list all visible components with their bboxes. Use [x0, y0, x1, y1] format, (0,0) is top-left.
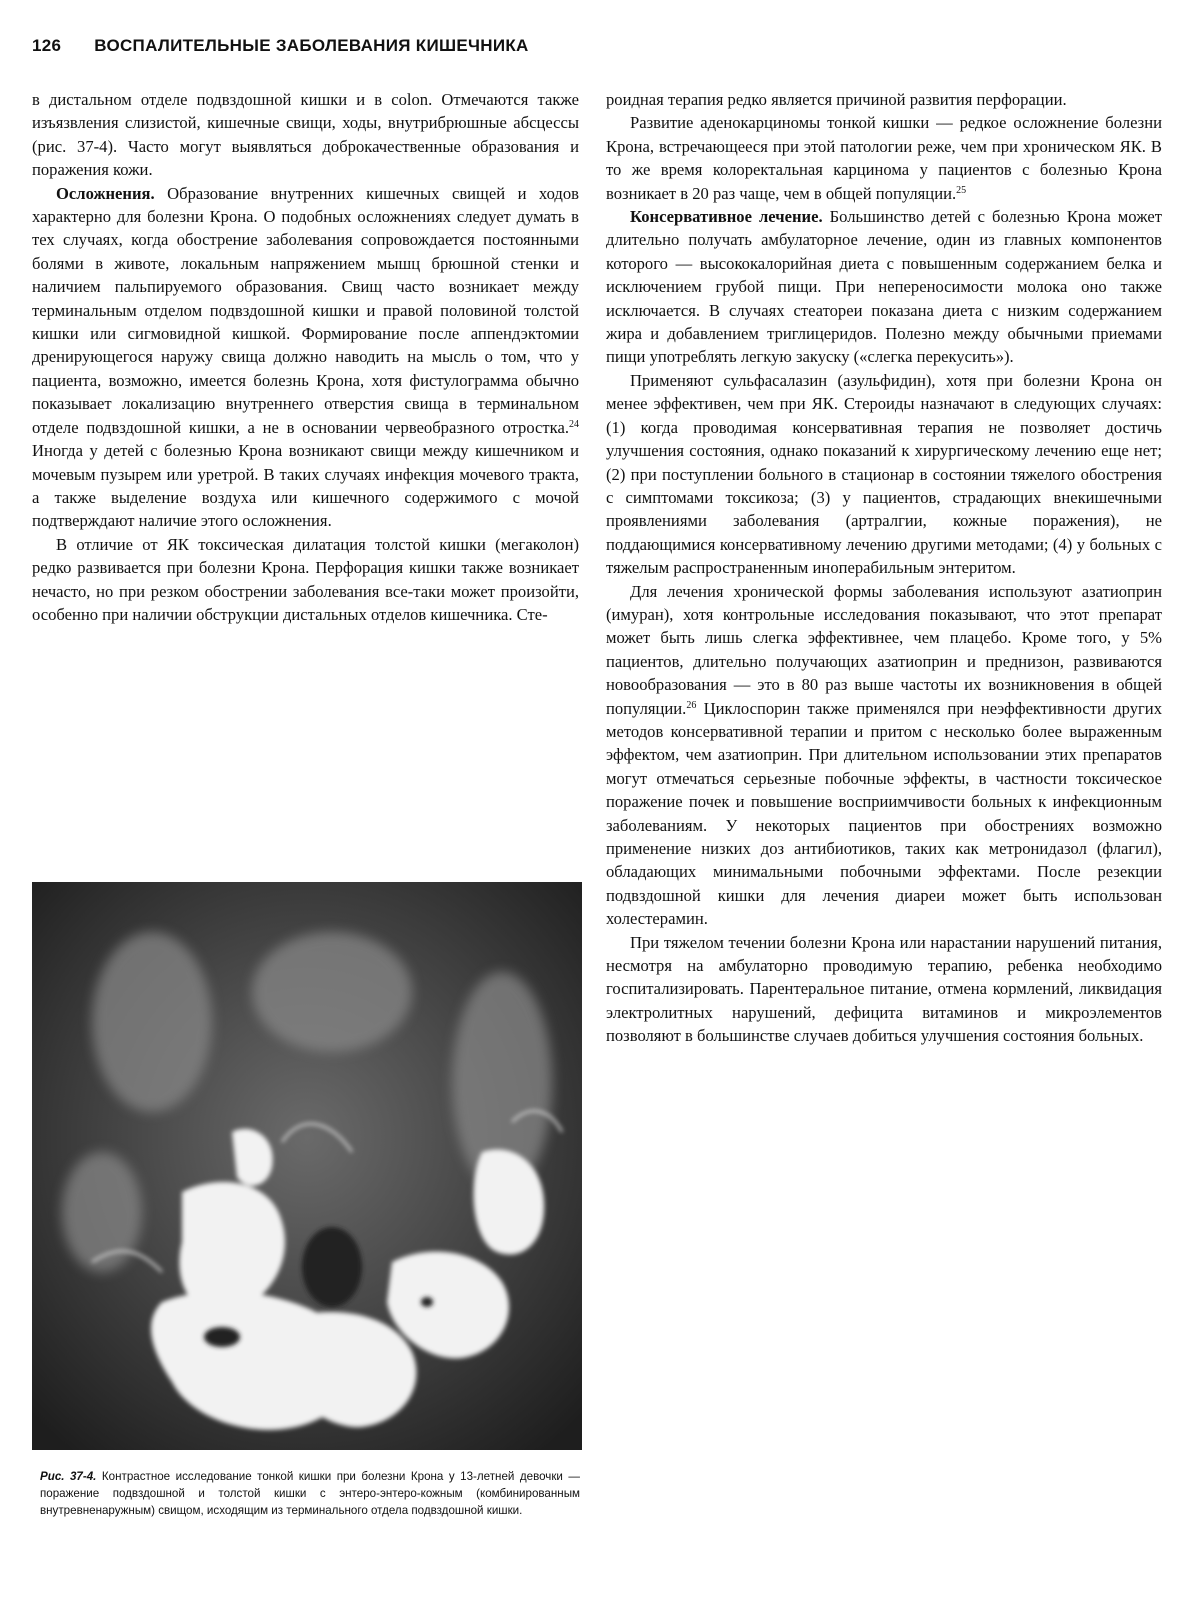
reference-marker: 24 [569, 418, 579, 430]
paragraph: В отличие от ЯК токсическая дилатация толстой кишки (мегаколон) редко развивается при болезни Крона. Перфорация кишки также возникает нечасто, но при резком обострении заболевания все-таки может произойти, особенно при наличии обструкции дистальных отделов кишечника. Сте- [32, 534, 579, 624]
paragraph: Для лечения хронической формы заболевания используют азатиоприн (имуран), хотя контрольные исследования показывают, что этот препарат может быть лишь слегка эффективнее, чем плацебо. Кроме того, у 5% пациентов, длительно получающих азатиоприн и преднизон, развиваются новообразования — это в 80 раз выше частоты их возникновения в общей популяции.$^{26}$ Циклоспорин также применялся при неэффективности других методов консервативной терапии и притом с несколько более выраженным эффектом, чем азатиоприн. При длительном использовании этих препаратов могут отмечаться серьезные побочные эффекты, в частности токсическое поражение почек и повышение восприимчивости больных к инфекционным заболеваниям. У некоторых пациентов при обострениях возможно применение низких доз антибиотиков, таких как метронидазол (флагил), обладающих минимальными побочными эффектами. После резекции подвздошной кишки для лечения диареи может быть использован холестерамин. [606, 581, 1162, 929]
left-column [32, 88, 579, 626]
chapter-title: ВОСПАЛИТЕЛЬНЫЕ ЗАБОЛЕВАНИЯ КИШЕЧНИКА [94, 36, 529, 55]
radiograph-figure [32, 882, 582, 1450]
paragraph: в дистальном отделе подвздошной кишки и в colon. Отмечаются также изъязвления слизистой, кишечные свищи, ходы, внутрибрюшные абсцессы (рис. 37-4). Часто могут выявляться доброкачественные образования и поражения кожи. [32, 90, 579, 180]
paragraph: роидная терапия редко является причиной развития перфорации. [606, 90, 1067, 109]
figure-caption: Рис. 37-4. Контрастное исследование тонкой кишки при болезни Крона у 13-летней девочки — поражение подвздошной и толстой кишки с энтеро-энтеро-кожным (комбинированным внутревненаружным) свищом, исходящим из терминального отдела подвздошной кишки. [40, 1470, 580, 1517]
paragraph: Развитие аденокарциномы тонкой кишки — редкое осложнение болезни Крона, встречающееся при этой патологии реже, чем при хроническом ЯК. В то же время колоректальная карцинома у пациентов с болезнью Крона возникает в 20 раз чаще, чем в общей популяции.$^{25}$ [606, 113, 1162, 203]
reference-marker: 25 [956, 184, 967, 196]
run-in-heading: Консервативное лечение. [630, 207, 823, 227]
radiograph-image [32, 882, 582, 1450]
figure-label: Рис. 37-4. [40, 1470, 97, 1483]
paragraph: Применяют сульфасалазин (азульфидин), хотя при болезни Крона он менее эффективен, чем при ЯК. Стероиды назначают в следующих случаях: (1) когда проводимая консервативная терапия не позволяет достичь улучшения состояния, однако показаний к хирургическому лечению еще нет; (2) при поступлении больного в стационар в состоянии тяжелого обострения с симптомами токсикоза; (3) у пациентов, страдающих внекишечными проявлениями заболевания (артралгии, кожные поражения), не поддающимися консервативному лечению другими методами; (4) у больных с тяжелым распространенным иноперабильным энтеритом. [606, 370, 1162, 578]
paragraph: При тяжелом течении болезни Крона или нарастании нарушений питания, несмотря на амбулаторно проводимую терапию, ребенка необходимо госпитализировать. Парентеральное питание, отмена кормлений, ликвидация электролитных нарушений, дефицита витаминов и микроэлементов позволяют в большинстве случаев добиться улучшения состояния больных. [606, 932, 1162, 1046]
paragraph-complications: Осложнения. Образование внутренних кишечных свищей и ходов характерно для болезни Крона. О подобных осложнениях следует думать в тех случаях, когда обострение заболевания сопровождается постоянными болями в животе, локальным напряжением мышц брюшной стенки и наличием пальпируемого образования. Свищ часто возникает между терминальным отделом подвздошной кишки и правой половиной толстой кишки или сигмовидной кишкой. Формирование после аппендэктомии дренирующегося наружу свища должно наводить на мысль о том, что у пациента, возможно, имеется болезнь Крона, хотя фистулограмма обычно показывает локализацию внутреннего отверстия свища в терминальном отделе подвздошной кишки, а не в основании червеобразного отростка.$^{24}$ Иногда у детей с болезнью Крона возникают свищи между кишечником и мочевым пузырем или уретрой. В таких случаях инфекция мочевого тракта, а также выделение воздуха или кишечного содержимого с мочой подтверждают наличие этого осложнения. [32, 183, 579, 531]
running-header [32, 36, 1152, 56]
page-number: 126 [32, 36, 62, 55]
right-column [606, 88, 1162, 1048]
reference-marker: 26 [686, 699, 697, 711]
paragraph-conservative-treatment: Консервативное лечение. Большинство детей с болезнью Крона может длительно получать амбулаторное лечение, один из главных компонентов которого — высококалорийная диета с повышенным содержанием белка и исключением грубой пищи. При непереносимости молока оно также исключается. В случаях стеатореи показана диета с низким содержанием жира и добавлением триглицеридов. Полезно между обычными приемами пищи употреблять легкую закуску («слегка перекусить»). [606, 207, 1162, 367]
run-in-heading: Осложнения. [56, 183, 155, 203]
